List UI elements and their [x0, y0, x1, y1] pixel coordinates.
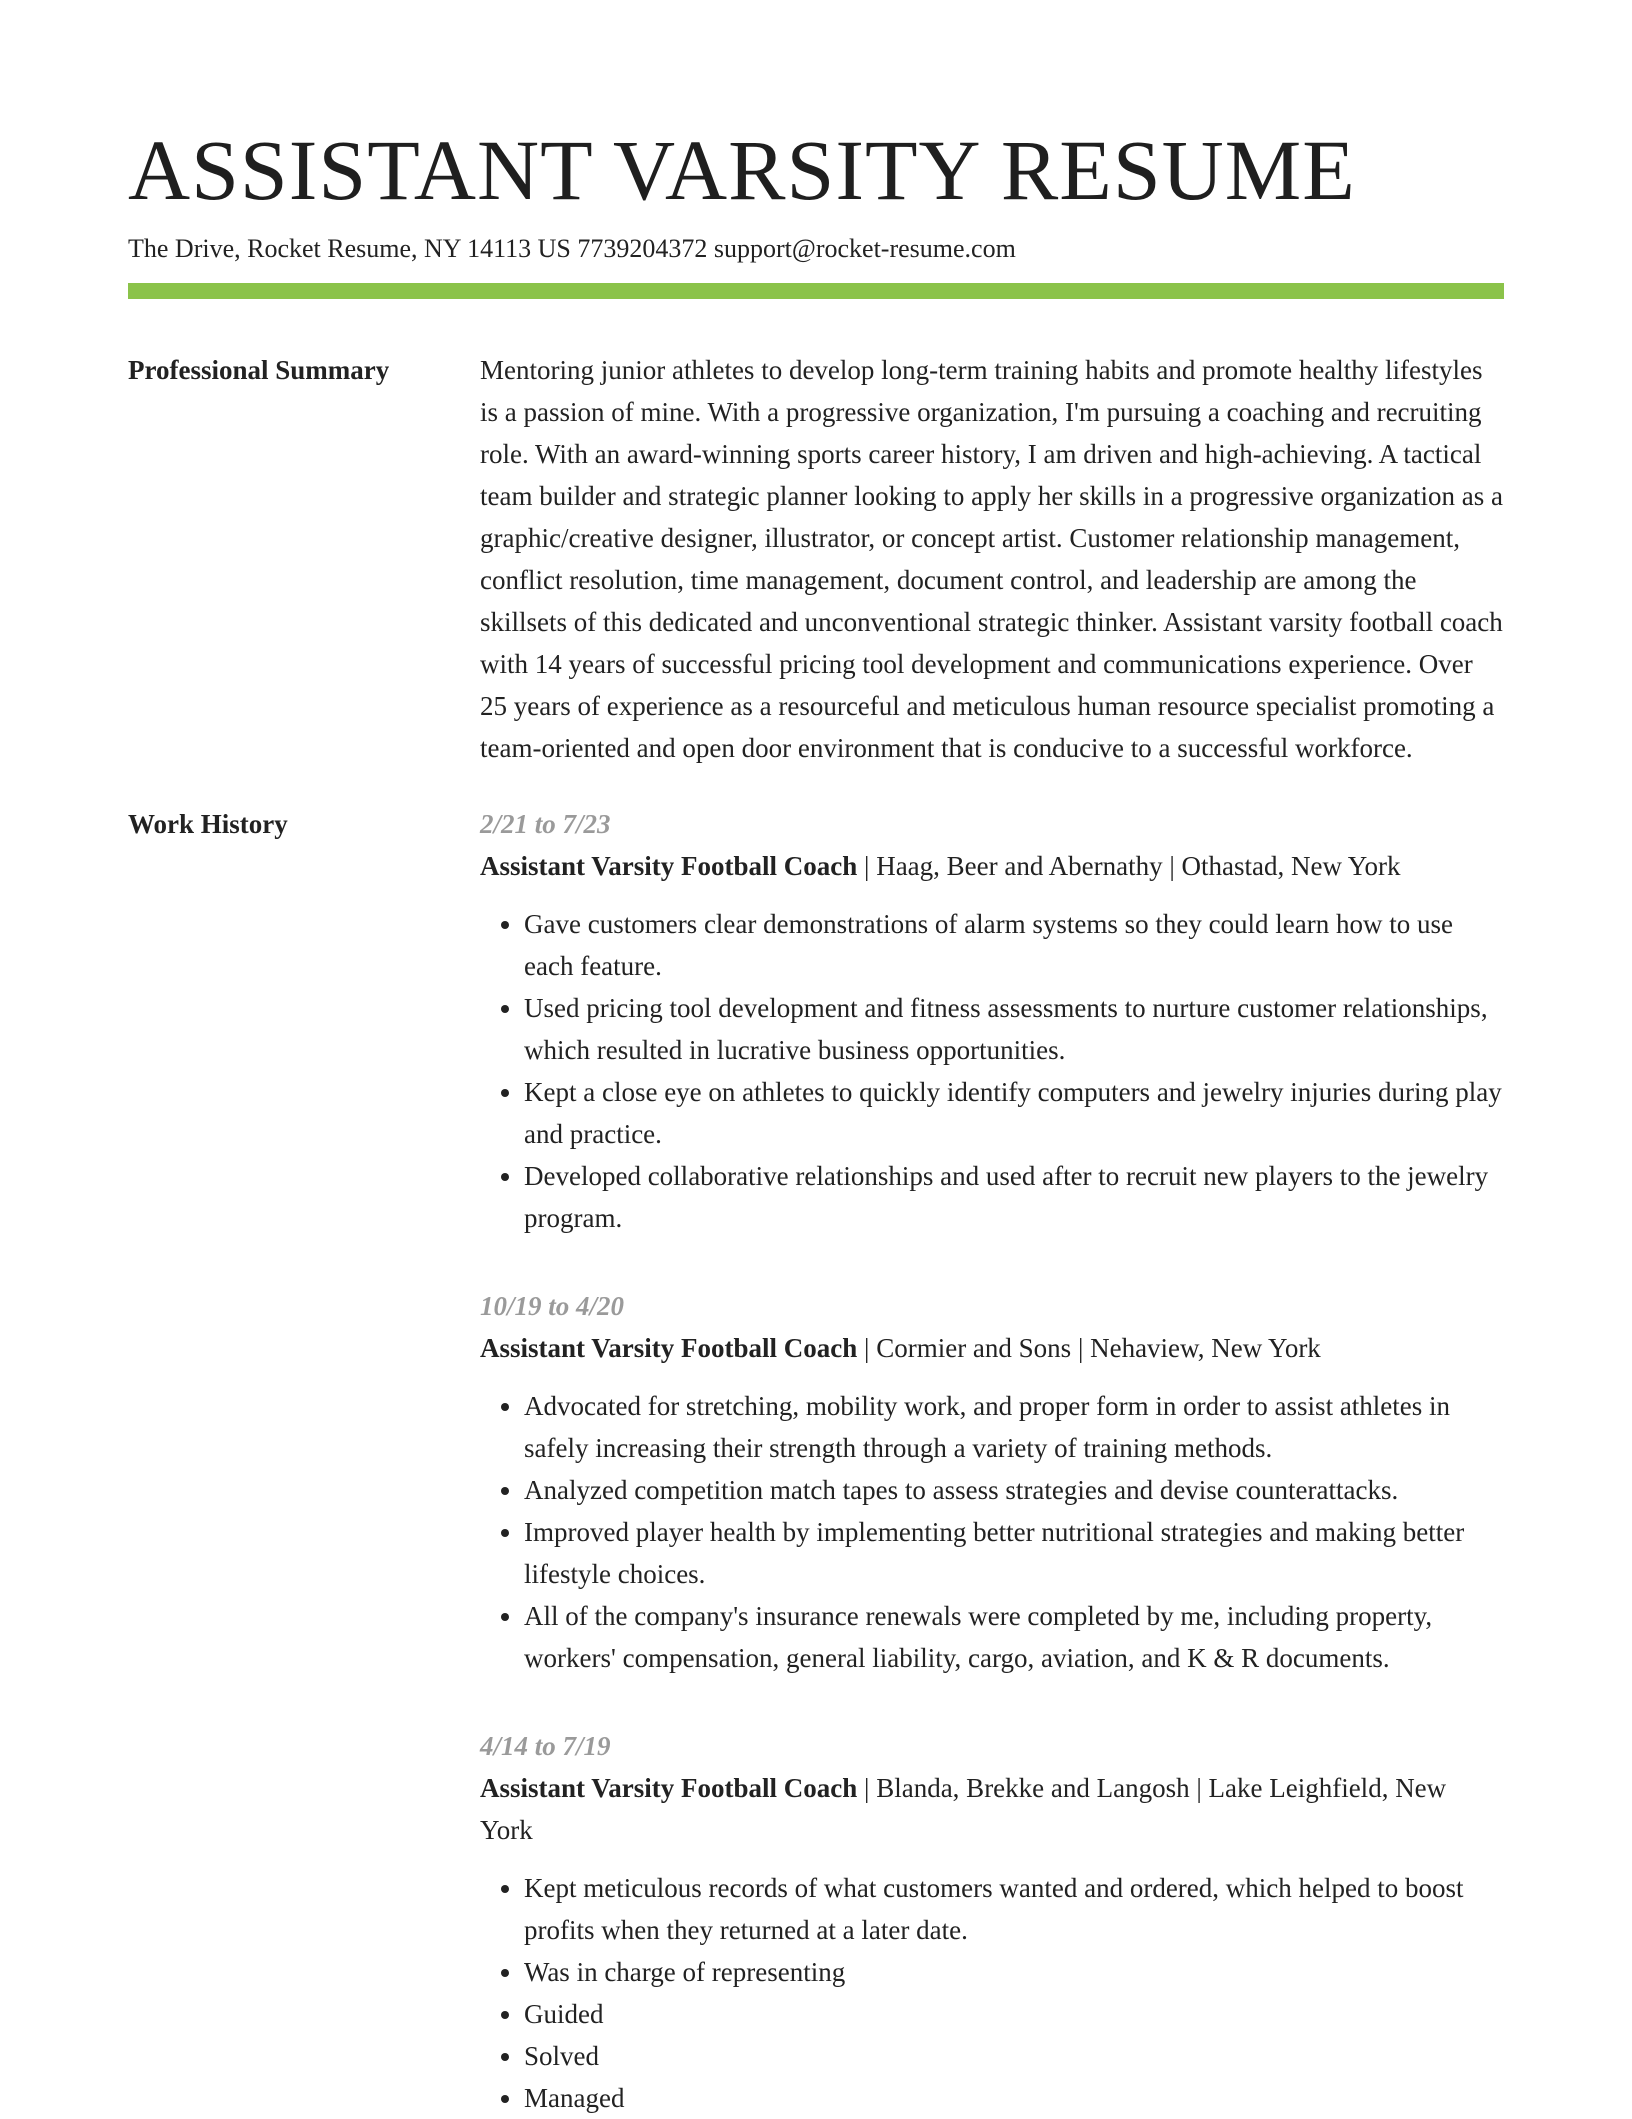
job-bullet: • Gave customers clear demonstrations of alarm systems so they could learn how to use each feature.	[524, 903, 1504, 987]
header-divider	[128, 283, 1504, 299]
job-title-line	[480, 1327, 1504, 1369]
work-history-label: Work History	[128, 809, 288, 839]
work-history-section	[128, 803, 1504, 2119]
summary-text: Mentoring junior athletes to develop long-term training habits and promote healthy lifestyles is a passion of mine. With a progressive organization, I'm pursuing a coaching and recruiting role. With an award-winning sports career history, I am driven and high-achieving. A tactical team builder and strategic planner looking to apply her skills in a progressive organization as a graphic/creative designer, illustrator, or concept artist. Customer relationship management, conflict resolution, time management, document control, and leadership are among the skillsets of this dedicated and unconventional strategic thinker. Assistant varsity football coach with 14 years of successful pricing tool development and communications experience. Over 25 years of experience as a resourceful and meticulous human resource specialist promoting a team-oriented and open door environment that is conducive to a successful workforce.	[480, 355, 1503, 763]
job-date: 10/19 to 4/20	[480, 1291, 625, 1321]
job-bullet: • Advocated for stretching, mobility work, and proper form in order to assist athletes in safely increasing their strength through a variety of training methods.	[524, 1385, 1504, 1469]
job-entry	[480, 1725, 1504, 2119]
job-bullet: • Solved	[524, 2035, 1504, 2077]
job-bullet: • Kept a close eye on athletes to quickly identify computers and jewelry injuries during play and practice.	[524, 1071, 1504, 1155]
job-entry	[480, 803, 1504, 1239]
job-entry	[480, 1285, 1504, 1679]
contact-line: The Drive, Rocket Resume, NY 14113 US 7739204372 support@rocket-resume.com	[128, 234, 1016, 263]
job-role: Assistant Varsity Football Coach	[480, 1773, 858, 1803]
work-history-list	[480, 803, 1504, 2119]
job-bullet: • Managed	[524, 2077, 1504, 2119]
job-bullet: • Analyzed competition match tapes to assess strategies and devise counterattacks.	[524, 1469, 1504, 1511]
job-date: 2/21 to 7/23	[480, 809, 611, 839]
job-title-line	[480, 845, 1504, 887]
job-employer-location: | Cormier and Sons | Nehaview, New York	[857, 1333, 1321, 1363]
job-bullet: • Developed collaborative relationships and used after to recruit new players to the jewelry program.	[524, 1155, 1504, 1239]
job-bullets	[480, 903, 1504, 1239]
job-bullet: • Improved player health by implementing better nutritional strategies and making better lifestyle choices.	[524, 1511, 1504, 1595]
job-bullets	[480, 1867, 1504, 2119]
job-employer-location: | Haag, Beer and Abernathy | Othastad, New York	[857, 851, 1401, 881]
resume-page	[128, 120, 1504, 2119]
job-bullet: • Guided	[524, 1993, 1504, 2035]
job-employer-location: | Blanda, Brekke and Langosh | Lake Leighfield, New York	[480, 1773, 1447, 1845]
job-role: Assistant Varsity Football Coach	[480, 851, 858, 881]
job-date: 4/14 to 7/19	[480, 1731, 611, 1761]
job-bullet: • All of the company's insurance renewals were completed by me, including property, workers' compensation, general liability, cargo, aviation, and K & R documents.	[524, 1595, 1504, 1679]
job-bullet: • Used pricing tool development and fitness assessments to nurture customer relationships, which resulted in lucrative business opportunities.	[524, 987, 1504, 1071]
resume-title: ASSISTANT VARSITY RESUME	[128, 122, 1356, 218]
job-bullet: • Kept meticulous records of what customers wanted and ordered, which helped to boost profits when they returned at a later date.	[524, 1867, 1504, 1951]
summary-label: Professional Summary	[128, 355, 390, 385]
job-role: Assistant Varsity Football Coach	[480, 1333, 858, 1363]
job-title-line	[480, 1767, 1504, 1851]
job-bullet: • Was in charge of representing	[524, 1951, 1504, 1993]
summary-section	[128, 349, 1504, 769]
job-bullets	[480, 1385, 1504, 1679]
